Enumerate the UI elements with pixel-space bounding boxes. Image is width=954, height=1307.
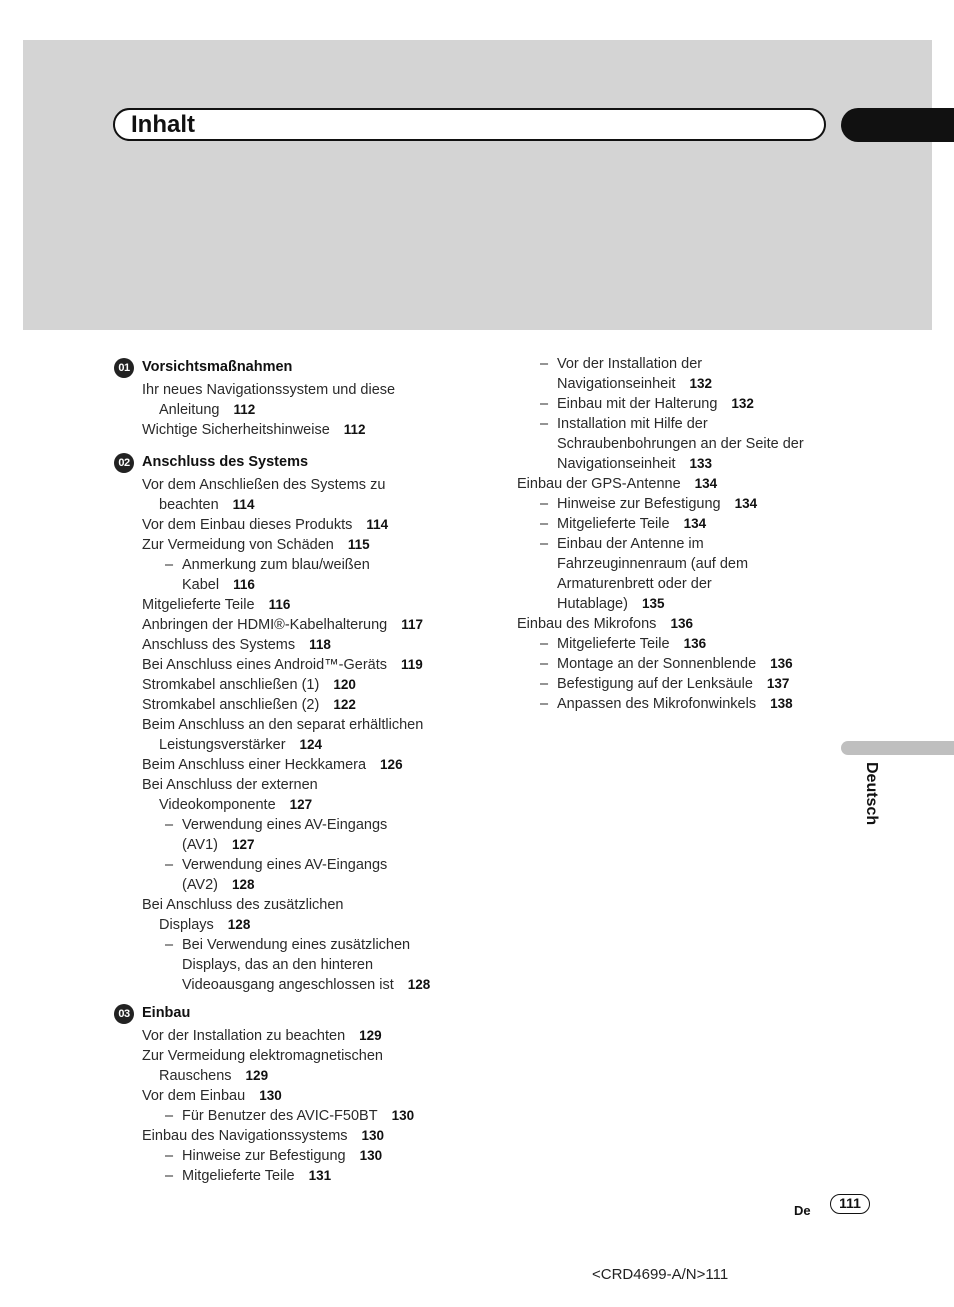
sub-entry-dash: – [540,676,549,692]
toc-entry-text: Zur Vermeidung elektromagnetischen [142,1048,383,1064]
toc-entry-line [142,1127,384,1145]
toc-entry-text: Hinweise zur Befestigung [182,1148,346,1164]
toc-page-number: 136 [683,636,707,651]
toc-entry-text: Mitgelieferte Teile [182,1168,295,1184]
toc-entry-text: Anbringen der HDMI®-Kabelhalterung [142,617,388,633]
sub-entry-dash: – [540,496,549,512]
sub-entry-dash: – [540,396,549,412]
toc-entry-line [517,475,717,493]
sub-entry-dash: – [165,1168,174,1184]
toc-entry-line [159,1067,268,1085]
section-title: Vorsichtsmaßnahmen [142,359,293,375]
toc-page-number: 117 [401,617,424,632]
toc-entry-line [142,676,356,694]
sub-entry-dash: – [165,937,174,953]
toc-entry-line [182,816,387,834]
toc-entry-line [557,515,706,533]
toc-page-number: 128 [232,877,255,892]
toc-entry-text: Navigationseinheit [557,456,676,472]
toc-page-number: 136 [770,656,793,671]
toc-entry-line [159,401,255,419]
toc-page-number: 134 [694,476,718,491]
sub-entry-dash: – [540,416,549,432]
title-box [113,108,826,141]
sub-entry-dash: – [165,1148,174,1164]
sub-entry-dash: – [540,696,549,712]
section-title: Anschluss des Systems [142,454,309,470]
toc-entry-text: Bei Anschluss des zusätzlichen [142,897,344,913]
section-number-badge: 01 [114,358,134,378]
toc-entry-line [142,716,423,734]
toc-entry-line [142,696,356,714]
toc-entry-text: Navigationseinheit [557,376,676,392]
toc-entry-text: Beim Anschluss einer Heckkamera [142,757,367,773]
sub-entry-dash: – [540,536,549,552]
toc-page-number: 133 [689,456,713,471]
toc-page-number: 132 [731,396,754,411]
toc-page-number: 116 [233,577,255,592]
toc-entry-text: Beim Anschluss an den separat erhältlichen [142,717,424,733]
toc-entry-line [182,1107,414,1125]
toc-entry-line [142,636,331,654]
section-number-badge: 02 [114,453,134,473]
toc-entry-text: beachten [159,497,219,513]
toc-entry-line [142,516,388,534]
toc-entry-text: Bei Anschluss eines Android™-Geräts [142,657,388,673]
toc-entry-line [182,876,255,894]
toc-entry-line [142,1047,383,1065]
toc-entry-line [159,796,312,814]
toc-entry-text: Installation mit Hilfe der [557,416,708,432]
toc-entry-text: Leistungsverstärker [159,737,286,753]
language-tab-marker [841,741,954,755]
toc-entry-line [182,936,410,954]
toc-page-number: 122 [333,697,356,712]
toc-entry-text: Hinweise zur Befestigung [557,496,721,512]
toc-entry-line [557,495,757,513]
toc-page-number: 112 [233,402,256,417]
toc-entry-line [142,616,423,634]
toc-page-number: 130 [259,1088,282,1103]
toc-page-number: 124 [299,737,323,752]
toc-page-number: 129 [245,1068,269,1083]
toc-entry-line [142,536,370,554]
toc-entry-text: Schraubenbohrungen an der Seite der [557,436,804,452]
toc-page-number: 116 [268,597,291,612]
toc-page-number: 127 [289,797,313,812]
toc-entry-text: Bei Verwendung eines zusätzlichen [182,937,411,953]
toc-entry-text: Fahrzeuginnenraum (auf dem [557,556,749,572]
toc-entry-line [142,1087,282,1105]
toc-page-number: 134 [683,516,707,531]
toc-page-number: 130 [359,1148,383,1163]
toc-entry-line [142,381,395,399]
toc-entry-line [557,535,704,553]
toc-entry-text: Für Benutzer des AVIC-F50BT [182,1108,378,1124]
sub-entry-dash: – [165,557,174,573]
toc-entry-text: (AV2) [182,877,218,893]
toc-entry-text: Vor der Installation der [557,356,703,372]
toc-entry-text: Anmerkung zum blau/weißen [182,557,370,573]
toc-entry-line [182,556,370,574]
toc-page-number: 127 [232,837,255,852]
toc-entry-line [142,776,318,794]
sub-entry-dash: – [540,516,549,532]
toc-entry-line [142,656,423,674]
toc-entry-line [182,576,255,594]
toc-entry-line [142,476,385,494]
toc-entry-line [557,375,712,393]
toc-entry-text: Anschluss des Systems [142,637,296,653]
toc-entry-text: Videoausgang angeschlossen ist [182,977,394,993]
toc-page-number: 129 [359,1028,382,1043]
toc-entry-text: Anleitung [159,402,220,418]
toc-page-number: 112 [343,422,366,437]
toc-page-number: 130 [391,1108,415,1123]
toc-entry-line [557,455,712,473]
toc-entry-line [142,421,366,439]
toc-entry-text: Befestigung auf der Lenksäule [557,676,753,692]
toc-page-number: 134 [734,496,758,511]
toc-entry-text: Stromkabel anschließen (1) [142,677,320,693]
toc-entry-line [557,695,793,713]
section-tab-marker [841,108,954,142]
toc-entry-text: Stromkabel anschließen (2) [142,697,320,713]
footer-language: De [794,1203,811,1218]
toc-entry-text: Armaturenbrett oder der [557,576,712,592]
toc-page-number: 120 [333,677,356,692]
toc-entry-line [182,856,387,874]
toc-entry-line [142,596,290,614]
toc-entry-text: Einbau des Navigationssystems [142,1128,348,1144]
sub-entry-dash: – [540,656,549,672]
toc-entry-line [182,836,255,854]
toc-entry-line [557,415,708,433]
language-label: Deutsch [863,762,880,826]
toc-entry-text: Vor dem Einbau dieses Produkts [142,517,353,533]
toc-page-number: 131 [308,1168,332,1183]
toc-entry-text: Mitgelieferte Teile [142,597,255,613]
toc-entry-line [159,736,322,754]
toc-entry-text: Verwendung eines AV-Eingangs [182,857,388,873]
section-number-badge: 03 [114,1004,134,1024]
toc-entry-line [159,916,250,934]
toc-entry-text: Mitgelieferte Teile [557,516,670,532]
sub-entry-dash: – [165,1108,174,1124]
toc-entry-line [142,756,403,774]
sub-entry-dash: – [540,636,549,652]
toc-entry-text: Hutablage) [557,596,628,612]
toc-entry-line [557,675,789,693]
toc-entry-text: Einbau mit der Halterung [557,396,718,412]
sub-entry-dash: – [165,857,174,873]
toc-entry-line [182,1167,331,1185]
toc-entry-text: Verwendung eines AV-Eingangs [182,817,388,833]
toc-entry-text: Montage an der Sonnenblende [557,656,757,672]
toc-entry-line [557,555,748,573]
toc-entry-line [557,655,793,673]
toc-entry-line [142,1027,382,1045]
toc-page-number: 135 [641,596,665,611]
toc-entry-line [182,1147,382,1165]
toc-entry-text: Einbau des Mikrofons [517,616,657,632]
toc-entry-line [557,575,712,593]
toc-entry-line [182,976,430,994]
toc-page-number: 118 [309,637,331,652]
toc-page-number: 128 [227,917,251,932]
toc-entry-text: Rauschens [159,1068,232,1084]
toc-entry-text: Anpassen des Mikrofonwinkels [557,696,757,712]
toc-page-number: 128 [407,977,431,992]
toc-entry-text: Mitgelieferte Teile [557,636,670,652]
toc-entry-line [557,395,754,413]
toc-entry-text: Ihr neues Navigationssystem und diese [142,382,396,398]
toc-entry-line [557,635,706,653]
toc-entry-text: Displays [159,917,214,933]
toc-entry-text: Videokomponente [159,797,276,813]
toc-entry-text: Kabel [182,577,220,593]
toc-entry-text: Wichtige Sicherheitshinweise [142,422,330,438]
page-title: Inhalt [131,111,195,138]
toc-page-number: 115 [347,537,370,552]
toc-entry-text: Vor der Installation zu beachten [142,1028,346,1044]
toc-entry-text: (AV1) [182,837,218,853]
toc-entry-text: Displays, das an den hinteren [182,957,374,973]
toc-page-number: 138 [770,696,793,711]
toc-entry-text: Einbau der Antenne im [557,536,704,552]
toc-entry-text: Vor dem Einbau [142,1088,246,1104]
toc-entry-line [142,896,344,914]
toc-page-number: 137 [766,676,790,691]
header-band [23,40,932,330]
toc-page-number: 136 [670,616,693,631]
sub-entry-dash: – [165,817,174,833]
toc-page-number: 119 [401,657,423,672]
document-code: <CRD4699-A/N>111 [592,1266,729,1283]
toc-entry-line [557,595,664,613]
toc-entry-line [557,435,804,453]
toc-entry-text: Vor dem Anschließen des Systems zu [142,477,386,493]
toc-page-number: 130 [361,1128,385,1143]
toc-entry-text: Zur Vermeidung von Schäden [142,537,334,553]
toc-page-number: 114 [366,517,389,532]
toc-entry-text: Einbau der GPS-Antenne [517,476,681,492]
toc-entry-line [182,956,373,974]
toc-page-number: 114 [232,497,255,512]
toc-page-number: 126 [380,757,403,772]
toc-entry-line [159,496,254,514]
sub-entry-dash: – [540,356,549,372]
page-number: 111 [830,1194,870,1214]
toc-entry-line [517,615,693,633]
toc-entry-text: Bei Anschluss der externen [142,777,318,793]
section-title: Einbau [142,1005,191,1021]
toc-page-number: 132 [689,376,713,391]
toc-entry-line [557,355,702,373]
